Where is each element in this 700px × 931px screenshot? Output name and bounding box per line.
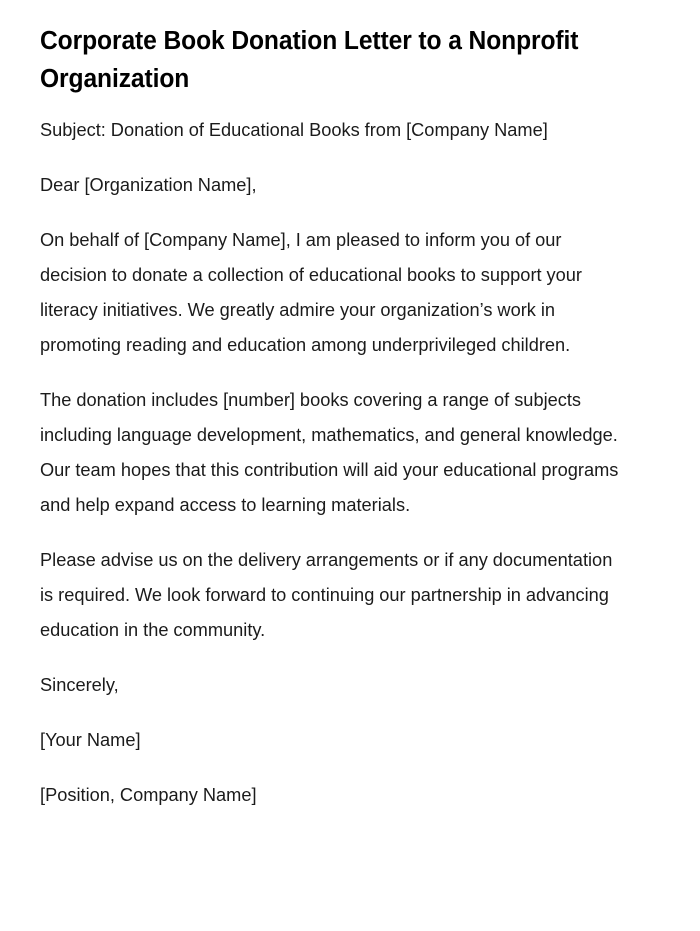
signature-position: [Position, Company Name] bbox=[40, 784, 257, 805]
closing: Sincerely, bbox=[40, 674, 119, 695]
body-paragraph-2: The donation includes [number] books covering a range of subjects including language development, mathematics, and general knowledge. Our team hopes that this contribution will aid your educational programs and help expand access to learning materials. bbox=[40, 389, 619, 515]
body-paragraph-3: Please advise us on the delivery arrangements or if any documentation is required. We look forward to continuing our partnership in advancing education in the community. bbox=[40, 549, 613, 640]
body-paragraph-1: On behalf of [Company Name], I am pleased to inform you of our decision to donate a collection of educational books to support your literacy initiatives. We greatly admire your organization’s work in promoting reading and education among underprivileged children. bbox=[40, 229, 582, 355]
letter-body bbox=[40, 112, 652, 812]
signature-name: [Your Name] bbox=[40, 729, 141, 750]
salutation: Dear [Organization Name], bbox=[40, 174, 257, 195]
page-title: Corporate Book Donation Letter to a Nonprofit Organization bbox=[40, 27, 579, 93]
subject-line: Subject: Donation of Educational Books from [Company Name] bbox=[40, 119, 548, 140]
